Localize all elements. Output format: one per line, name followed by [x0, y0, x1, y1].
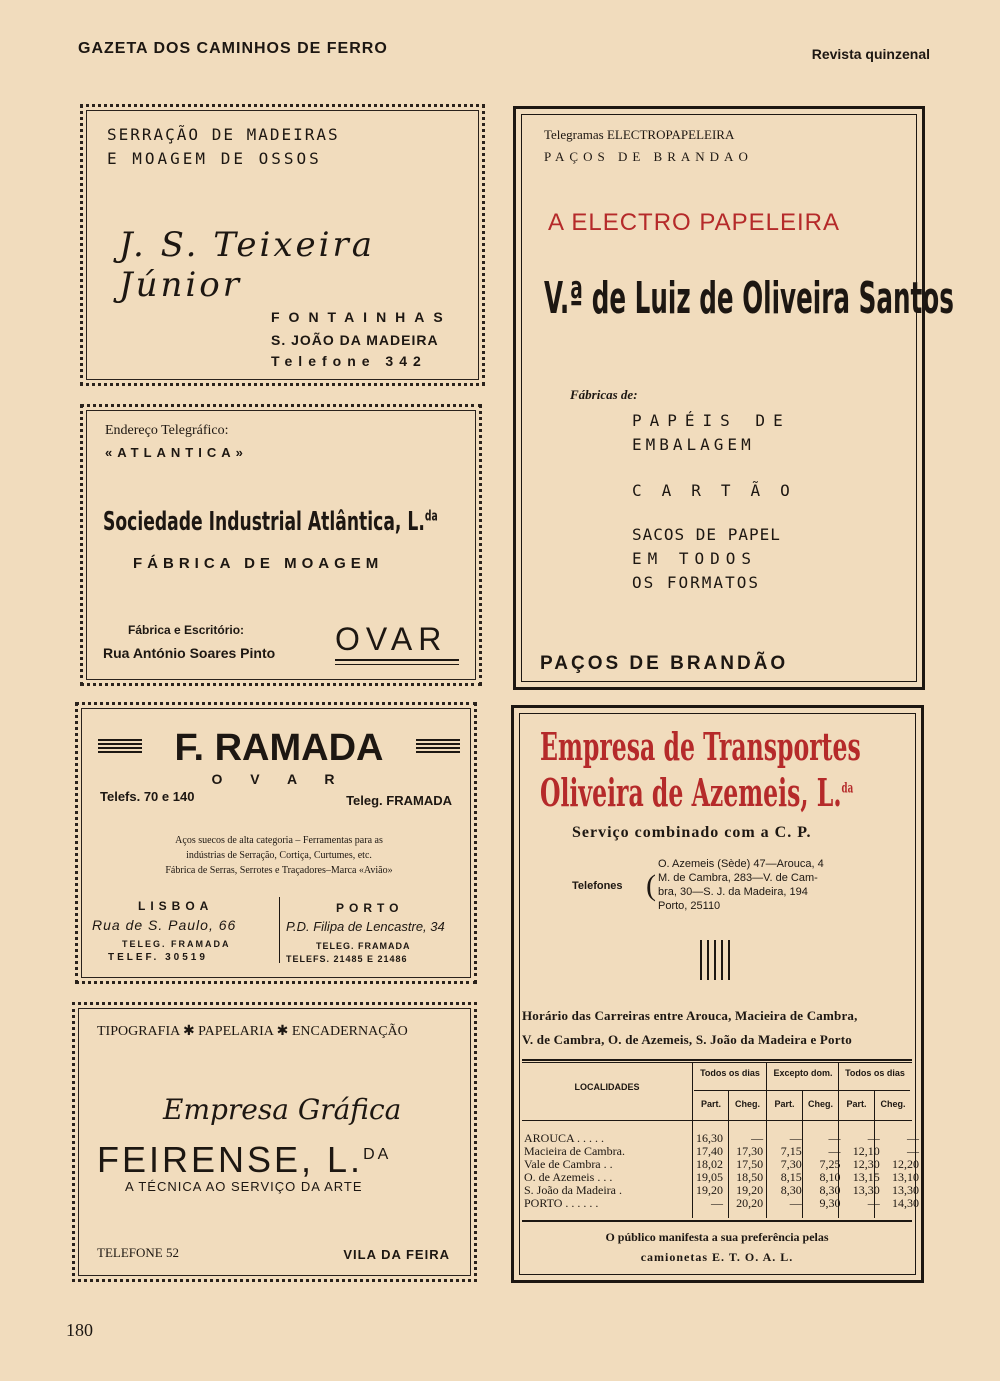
- row-time: 7,30: [780, 1157, 802, 1171]
- ad-feirense: [72, 1002, 477, 1282]
- ad6-ph1: O. Azemeis (Sède) 47—Arouca, 4: [658, 858, 824, 870]
- row-time: 8,15: [780, 1170, 802, 1184]
- ad5-fab-label: Fábricas de:: [570, 387, 638, 402]
- ad6-ornament: [700, 940, 734, 980]
- ad1-addr1: FONTAINHAS: [271, 309, 452, 325]
- ad2-company: Sociedade Industrial Atlântica, L.$^{da}$: [103, 507, 438, 537]
- ad6-col-g3: Todos os dias: [845, 1068, 905, 1078]
- ad3-porto-title: PORTO: [336, 901, 404, 915]
- ad1-phone: Telefone 342: [271, 353, 427, 369]
- ad5-tele2: PAÇOS DE BRANDAO: [544, 149, 753, 164]
- row-time: 17,30: [736, 1144, 764, 1158]
- ad3-name: F. RAMADA: [174, 727, 384, 769]
- ad6-col-cheg-3: Cheg.: [880, 1099, 906, 1109]
- ad3-porto-tel: TELEFS. 21485 E 21486: [286, 954, 408, 964]
- row-time: 7,25: [819, 1157, 841, 1171]
- row-location: S. João da Madeira .: [524, 1183, 622, 1197]
- ad5-p3: CARTÃO: [632, 481, 810, 500]
- ad3-lisboa-teleg: TELEG. FRAMADA: [122, 939, 231, 949]
- ad6-ph2: M. de Cambra, 283—V. de Cam-: [658, 872, 818, 884]
- ad3-city: O V A R: [211, 771, 347, 787]
- ad6-phones-label: Telefones: [572, 880, 623, 892]
- row-time: 13,30: [852, 1183, 880, 1197]
- row-location: PORTO . . . . . .: [524, 1196, 599, 1210]
- row-time: 12,30: [852, 1157, 880, 1171]
- ad6-table-top-2: [522, 1062, 912, 1063]
- row-time: —: [907, 1144, 919, 1158]
- row-time: 8,30: [780, 1183, 802, 1197]
- ad6-table-top: [522, 1059, 912, 1061]
- table-row: [522, 1197, 921, 1210]
- ad3-teleg: Teleg. FRAMADA: [346, 793, 452, 808]
- ad6-ph3: bra, 30—S. J. da Madeira, 194: [658, 886, 808, 898]
- journal-subtitle: Revista quinzenal: [811, 46, 930, 62]
- row-location: Macieira de Cambra.: [524, 1144, 625, 1158]
- ad6-col-part-1: Part.: [700, 1099, 721, 1109]
- ad3-porto-teleg: TELEG. FRAMADA: [316, 941, 411, 951]
- row-time: —: [789, 1196, 802, 1210]
- ad6-table-bottom: [522, 1220, 912, 1222]
- row-time: 19,20: [736, 1183, 764, 1197]
- ad6-col-part-2: Part.: [774, 1099, 795, 1109]
- row-time: 13,30: [892, 1183, 919, 1197]
- row-time: —: [789, 1131, 802, 1145]
- ad3-divider: [279, 897, 280, 963]
- ad5-footer: PAÇOS DE BRANDÃO: [540, 653, 789, 674]
- ad2-addr: Rua António Soares Pinto: [103, 645, 276, 661]
- ad-f-ramada: [75, 702, 477, 984]
- row-time: 8,30: [819, 1183, 841, 1197]
- ad6-brace: (: [646, 869, 656, 902]
- ad2-tele-value: «ATLANTICA»: [105, 445, 248, 460]
- ad6-col-loc: LOCALIDADES: [574, 1082, 640, 1092]
- ad4-name: FEIRENSE, L.$^{DA}$: [97, 1139, 392, 1180]
- row-time: 19,20: [695, 1183, 723, 1197]
- row-time: 12,10: [852, 1144, 880, 1158]
- ad3-rule-left: [98, 739, 142, 755]
- row-time: —: [828, 1131, 841, 1145]
- row-time: 13,15: [852, 1170, 880, 1184]
- row-time: 18,02: [695, 1157, 723, 1171]
- ad5-p1: PAPÉIS DE: [632, 411, 791, 430]
- row-time: 12,20: [892, 1157, 919, 1171]
- row-time: —: [751, 1131, 764, 1145]
- ad6-table-head-bottom: [522, 1120, 912, 1121]
- row-time: 18,50: [736, 1170, 764, 1184]
- ad3-desc2: indústrias de Serração, Cortiça, Curtumes, etc.: [186, 850, 372, 861]
- ad5-title: A ELECTRO PAPELEIRA: [548, 209, 840, 236]
- ad6-col-cheg-1: Cheg.: [734, 1099, 760, 1109]
- row-time: 17,40: [695, 1144, 723, 1158]
- ad4-tagline: A TÉCNICA AO SERVIÇO DA ARTE: [125, 1179, 363, 1194]
- ad2-subtitle: FÁBRICA DE MOAGEM: [133, 555, 384, 572]
- row-time: —: [867, 1196, 880, 1210]
- ad6-title1: Empresa de Transportes: [540, 724, 861, 769]
- ad6-h1: Horário das Carreiras entre Arouca, Macieira de Cambra,: [522, 1008, 858, 1023]
- row-time: —: [907, 1131, 919, 1145]
- ad3-desc3: Fábrica de Serras, Serrotes e Traçadores–Marca «Avião»: [165, 865, 393, 876]
- row-time: 16,30: [695, 1131, 723, 1145]
- ad5-p6: OS FORMATOS: [632, 573, 760, 592]
- ad3-porto-addr: P.D. Filipa de Lencastre, 34: [286, 919, 445, 934]
- ad1-line1: SERRAÇÃO DE MADEIRAS: [107, 125, 340, 144]
- ad6-col-cheg-2: Cheg.: [807, 1099, 833, 1109]
- ad2-city-underline-2: [335, 664, 459, 665]
- row-time: 7,15: [780, 1144, 802, 1158]
- ad2-addr-label: Fábrica e Escritório:: [128, 623, 245, 637]
- ad6-service: Serviço combinado com a C. P.: [572, 824, 812, 841]
- ad3-lisboa-title: LISBOA: [138, 899, 214, 913]
- ad6-col-part-3: Part.: [846, 1099, 867, 1109]
- ad2-tele-label: Endereço Telegráfico:: [105, 423, 229, 438]
- ad-electro-papeleira: [513, 106, 954, 690]
- ad5-owner: V.ª de Luiz de Oliveira Santos: [544, 273, 954, 324]
- row-time: —: [867, 1131, 880, 1145]
- row-time: 20,20: [736, 1196, 764, 1210]
- journal-title: GAZETA DOS CAMINHOS DE FERRO: [78, 40, 388, 57]
- ad1-name: J. S. Teixeira Júnior: [119, 225, 376, 305]
- row-time: —: [828, 1144, 841, 1158]
- row-time: 19,05: [695, 1170, 723, 1184]
- ad6-ph4: Porto, 25110: [658, 900, 721, 912]
- ad6-schedule-table: [522, 1132, 921, 1210]
- ad5-p2: EMBALAGEM: [632, 435, 755, 454]
- ad3-lisboa-tel: TELEF. 30519: [108, 952, 208, 963]
- ad1-addr2: S. JOÃO DA MADEIRA: [271, 332, 439, 348]
- ad1-line2: E MOAGEM DE OSSOS: [107, 149, 322, 168]
- row-time: —: [710, 1196, 723, 1210]
- ad2-city: OVAR: [335, 621, 448, 657]
- ad3-rule-right: [416, 739, 460, 755]
- page-number: 180: [66, 1320, 93, 1340]
- ad4-phone: TELEFONE 52: [97, 1245, 179, 1260]
- ad4-top: TIPOGRAFIA ✱ PAPELARIA ✱ ENCADERNAÇÃO: [97, 1024, 408, 1039]
- ad4-city: VILA DA FEIRA: [343, 1247, 450, 1262]
- ad5-p5: EM TODOS: [632, 549, 758, 568]
- row-time: 17,50: [736, 1157, 764, 1171]
- ad5-tele1: Telegramas ELECTROPAPELEIRA: [544, 127, 735, 142]
- ad-atlantica: [80, 404, 482, 686]
- ad6-col-g1: Todos os dias: [700, 1068, 760, 1078]
- row-time: 8,10: [819, 1170, 841, 1184]
- ad6-footer1: O público manifesta a sua preferência pelas: [605, 1230, 829, 1244]
- row-time: 14,30: [892, 1196, 919, 1210]
- ad3-phones: Telefs. 70 e 140: [100, 789, 195, 804]
- ad3-desc1: Aços suecos de alta categoria – Ferramentas para as: [175, 835, 383, 846]
- row-location: AROUCA . . . . .: [524, 1131, 605, 1145]
- ad6-footer2: camionetas E. T. O. A. L.: [640, 1250, 794, 1264]
- row-location: O. de Azemeis . . .: [524, 1170, 613, 1184]
- ad5-p4: SACOS DE PAPEL: [632, 525, 781, 544]
- ad2-city-underline: [335, 659, 459, 661]
- ad3-lisboa-addr: Rua de S. Paulo, 66: [92, 917, 237, 933]
- ad-transportes-azemeis: [511, 705, 924, 1283]
- row-location: Vale de Cambra . .: [524, 1157, 613, 1171]
- ad-teixeira-junior: [80, 104, 485, 386]
- ad6-h2: V. de Cambra, O. de Azemeis, S. João da Madeira e Porto: [522, 1032, 852, 1047]
- ad6-title2: Oliveira de Azemeis, L.$^{da}$: [540, 770, 854, 815]
- row-time: 13,10: [892, 1170, 919, 1184]
- ad6-col-g2: Excepto dom.: [773, 1068, 833, 1078]
- row-time: 9,30: [819, 1196, 841, 1210]
- ad4-script: Empresa Gráfica: [163, 1093, 402, 1126]
